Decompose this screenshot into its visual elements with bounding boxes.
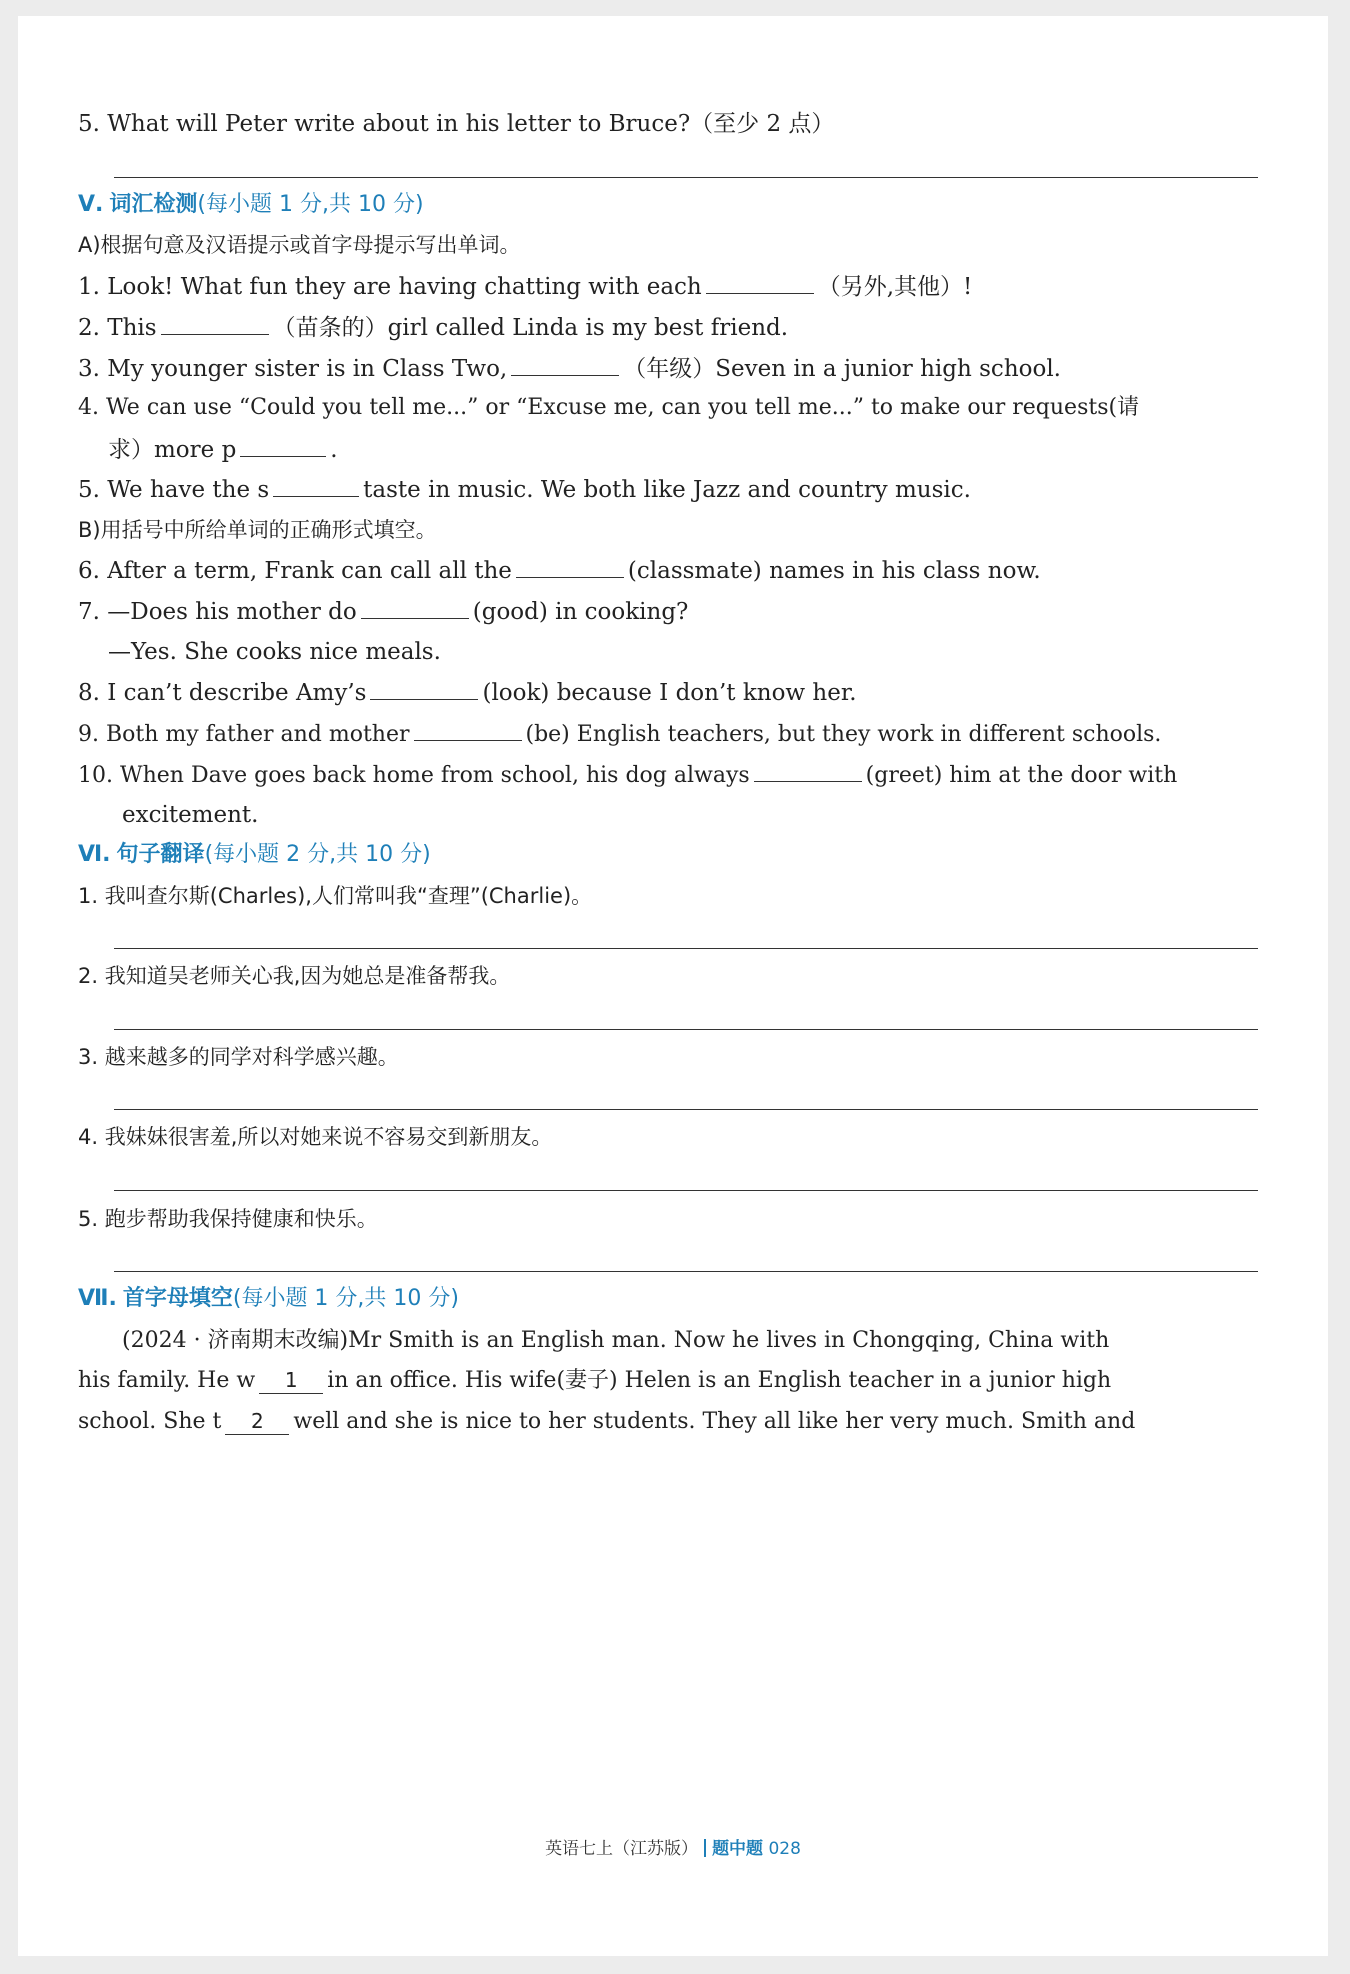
- blank-input[interactable]: [516, 555, 624, 578]
- vocab-item-7-reply: —Yes. She cooks nice meals.: [108, 639, 441, 665]
- blank-input[interactable]: [754, 759, 862, 782]
- blank-input[interactable]: [511, 353, 619, 376]
- section-title: 句子翻译: [116, 842, 205, 867]
- brand-name: 题中题: [712, 1839, 764, 1859]
- section-score: (每小题 1 分,共 10 分): [197, 192, 424, 217]
- blank-input[interactable]: [706, 271, 814, 294]
- answer-line[interactable]: [114, 948, 1258, 949]
- blank-input[interactable]: [370, 677, 478, 700]
- question-5-reading: 5. What will Peter write about in his letter to Bruce?（至少 2 点）: [78, 111, 835, 137]
- vocab-item-10: 10. When Dave goes back home from school, his dog always (greet) him at the door with: [78, 759, 1177, 791]
- translation-item-1: 1. 我叫查尔斯(Charles),人们常叫我“查理”(Charlie)。: [78, 884, 593, 908]
- vocab-item-4: 4. We can use “Could you tell me...” or “Excuse me, can you tell me...” to make our requests(请: [78, 395, 1140, 420]
- answer-line[interactable]: [114, 1271, 1258, 1272]
- translation-item-2: 2. 我知道吴老师关心我,因为她总是准备帮我。: [78, 964, 511, 988]
- part-a-instruction: A)根据句意及汉语提示或首字母提示写出单词。: [78, 233, 521, 257]
- section-5-heading: [78, 190, 424, 220]
- worksheet-page: [18, 16, 1328, 1956]
- blank-input[interactable]: [240, 434, 326, 457]
- page-number: 028: [768, 1839, 801, 1859]
- vocab-item-9: 9. Both my father and mother (be) English teachers, but they work in different schools.: [78, 718, 1161, 750]
- section-number: Ⅶ.: [78, 1286, 117, 1311]
- blank-input[interactable]: [273, 474, 359, 497]
- section-6-heading: [78, 840, 431, 870]
- numbered-blank[interactable]: 2: [225, 1408, 289, 1435]
- blank-input[interactable]: [361, 596, 469, 619]
- part-b-instruction: B)用括号中所给单词的正确形式填空。: [78, 518, 437, 542]
- vocab-item-10-continued: excitement.: [122, 802, 259, 828]
- section-7-heading: [78, 1284, 459, 1314]
- numbered-blank[interactable]: 1: [259, 1367, 323, 1394]
- section-title: 词汇检测: [109, 192, 198, 217]
- vocab-item-1: 1. Look! What fun they are having chatting with each （另外,其他）!: [78, 271, 972, 302]
- answer-line[interactable]: [114, 1029, 1258, 1030]
- page-footer: [18, 1834, 1328, 1859]
- passage-line-2: his family. He w 1 in an office. His wife(妻子) Helen is an English teacher in a junior high: [78, 1368, 1112, 1393]
- section-title: 首字母填空: [122, 1286, 233, 1311]
- blank-input[interactable]: [161, 312, 269, 335]
- blank-input[interactable]: [414, 718, 522, 741]
- section-score: (每小题 2 分,共 10 分): [204, 842, 431, 867]
- vocab-item-6: 6. After a term, Frank can call all the (classmate) names in his class now.: [78, 555, 1041, 586]
- footer-divider: [704, 1839, 706, 1857]
- section-score: (每小题 1 分,共 10 分): [232, 1286, 459, 1311]
- vocab-item-8: 8. I can’t describe Amy’s (look) because I don’t know her.: [78, 677, 857, 708]
- vocab-item-5: 5. We have the s taste in music. We both like Jazz and country music.: [78, 474, 971, 505]
- passage-line-1: (2024 · 济南期末改编)Mr Smith is an English man. Now he lives in Chongqing, China with: [122, 1328, 1110, 1353]
- vocab-item-7: 7. —Does his mother do (good) in cooking?: [78, 596, 688, 627]
- answer-line[interactable]: [114, 1109, 1258, 1110]
- answer-line[interactable]: [114, 177, 1258, 178]
- vocab-item-4-continued: 求）more p .: [78, 434, 338, 465]
- translation-item-5: 5. 跑步帮助我保持健康和快乐。: [78, 1207, 378, 1231]
- vocab-item-3: 3. My younger sister is in Class Two, （年级）Seven in a junior high school.: [78, 353, 1061, 384]
- translation-item-3: 3. 越来越多的同学对科学感兴趣。: [78, 1045, 399, 1069]
- section-number: Ⅵ.: [78, 842, 111, 867]
- vocab-item-2: 2. This （苗条的）girl called Linda is my best friend.: [78, 312, 788, 343]
- passage-line-3: school. She t 2 well and she is nice to her students. They all like her very much. Smith and: [78, 1409, 1136, 1434]
- book-title: 英语七上（江苏版）: [545, 1839, 699, 1859]
- section-number: Ⅴ.: [78, 192, 104, 217]
- translation-item-4: 4. 我妹妹很害羞,所以对她来说不容易交到新朋友。: [78, 1125, 553, 1149]
- answer-line[interactable]: [114, 1190, 1258, 1191]
